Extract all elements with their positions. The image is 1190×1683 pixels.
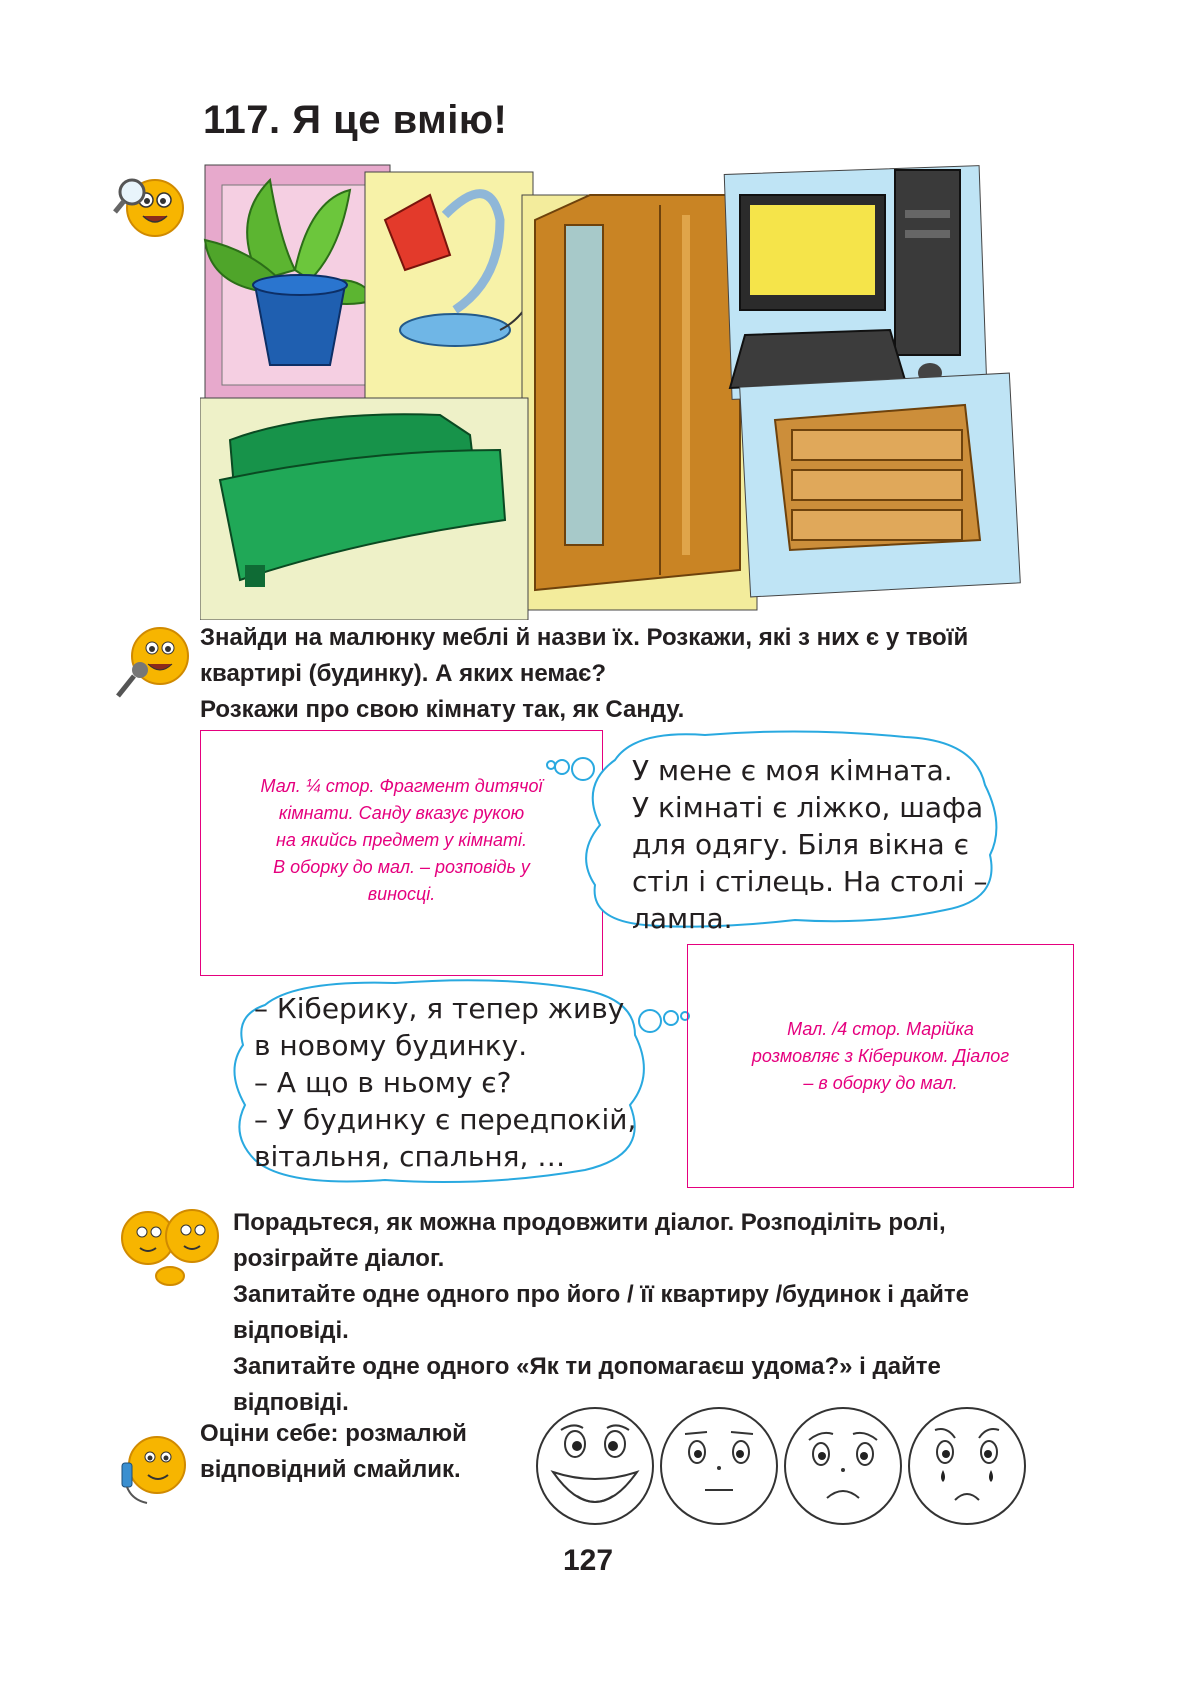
speech-bubble-1-text bbox=[632, 752, 1012, 937]
task3-instructions bbox=[200, 1416, 520, 1488]
page-title: 117. Я це вмію! bbox=[203, 98, 508, 142]
note2-line: Мал. /4 стор. Марійка bbox=[787, 1018, 974, 1039]
task2-instructions bbox=[233, 1205, 1113, 1421]
page-number: 127 bbox=[563, 1544, 614, 1577]
bubble2-line: – Кіберику, я тепер живу bbox=[254, 992, 625, 1025]
note1-line: Мал. ¼ стор. Фрагмент дитячої bbox=[260, 775, 543, 796]
phone-smiley-icon bbox=[112, 1425, 192, 1510]
crying-face-icon[interactable] bbox=[905, 1404, 1029, 1528]
bubble2-line: – А що в ньому є? bbox=[254, 1066, 512, 1099]
note2-line: – в оборку до мал. bbox=[803, 1072, 958, 1093]
two-smileys-handshake-icon bbox=[110, 1198, 230, 1298]
illustration-placeholder-note-2 bbox=[687, 944, 1074, 1188]
task2-line: Запитайте одне одного «Як ти допомагаєш удома?» і дайте bbox=[233, 1353, 941, 1380]
bubble1-line: стіл і стілець. На столі – bbox=[632, 865, 988, 898]
laughing-face-icon[interactable] bbox=[533, 1404, 657, 1528]
desk-lamp-picture bbox=[365, 172, 533, 414]
bubble2-line: вітальня, спальня, … bbox=[254, 1140, 566, 1173]
task1-line: Розкажи про свою кімнату так, як Санду. bbox=[200, 696, 685, 723]
bubble2-line: – У будинку є передпокій, bbox=[254, 1103, 637, 1136]
furniture-illustration bbox=[200, 160, 1060, 620]
task3-line: Оціни себе: розмалюй bbox=[200, 1420, 467, 1447]
task3-line: відповідний смайлик. bbox=[200, 1456, 461, 1483]
sad-face-icon[interactable] bbox=[781, 1404, 905, 1528]
task1-instructions bbox=[200, 620, 1100, 728]
sofa-picture bbox=[200, 398, 528, 620]
task1-line: квартирі (будинку). А яких немає? bbox=[200, 660, 607, 687]
note1-line: виносці. bbox=[367, 883, 436, 904]
task2-line: Порадьтеся, як можна продовжити діалог. Розподіліть ролі, bbox=[233, 1209, 946, 1236]
illustration-placeholder-note-1 bbox=[200, 730, 603, 976]
computer-picture bbox=[724, 166, 987, 400]
bubble1-line: лампа. bbox=[632, 902, 733, 935]
task2-line: відповіді. bbox=[233, 1389, 349, 1416]
task2-line: розіграйте діалог. bbox=[233, 1245, 445, 1272]
note1-line: кімнати. Санду вказує рукою bbox=[278, 802, 525, 823]
speech-bubble-2-text bbox=[254, 990, 654, 1175]
note2-line: розмовляє з Кібериком. Діалог bbox=[751, 1045, 1010, 1066]
note1-line: на якийсь предмет у кімнаті. bbox=[275, 829, 528, 850]
bubble1-line: У мене є моя кімната. bbox=[632, 754, 953, 787]
bubble1-line: для одягу. Біля вікна є bbox=[632, 828, 969, 861]
note1-line: В оборку до мал. – розповідь у bbox=[273, 856, 530, 877]
bubble1-line: У кімнаті є ліжко, шафа bbox=[632, 791, 984, 824]
neutral-face-icon[interactable] bbox=[657, 1404, 781, 1528]
task2-line: Запитайте одне одного про його / її квартиру /будинок і дайте bbox=[233, 1281, 970, 1308]
bubble2-line: в новому будинку. bbox=[254, 1029, 528, 1062]
task1-line: Знайди на малюнку меблі й назви їх. Розкажи, які з них є у твоїй bbox=[200, 624, 969, 651]
potted-plant-picture bbox=[205, 165, 390, 413]
microphone-smiley-icon bbox=[110, 618, 195, 703]
chest-of-drawers-picture bbox=[740, 373, 1021, 597]
magnifier-smiley-icon bbox=[110, 170, 190, 245]
task2-line: відповіді. bbox=[233, 1317, 349, 1344]
wardrobe-picture bbox=[522, 195, 757, 610]
